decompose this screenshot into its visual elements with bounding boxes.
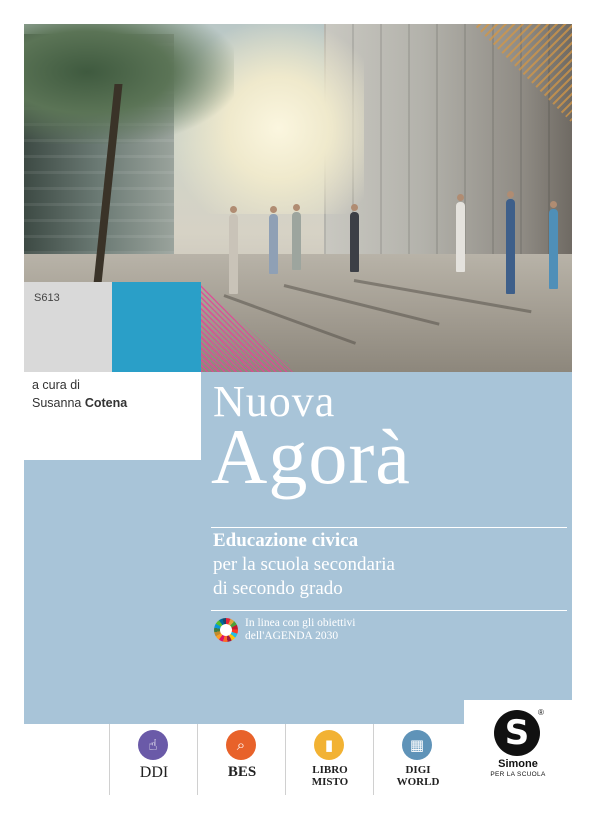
subtitle-line-2: per la scuola secondaria — [213, 554, 395, 575]
photo-pedestrian — [269, 214, 278, 274]
photo-pedestrian — [456, 202, 465, 272]
sdg-wheel-icon — [214, 618, 238, 642]
publisher-name: Simone — [498, 758, 538, 770]
badge-label-line-2: MISTO — [311, 776, 349, 788]
title-panel-left — [24, 460, 201, 724]
badge-digi-world — [373, 724, 462, 795]
publisher-logo — [464, 700, 572, 795]
photo-pedestrian — [506, 199, 515, 294]
badge-label: BES — [227, 764, 257, 780]
agenda-line-2: dell'AGENDA 2030 — [245, 630, 339, 642]
photo-pedestrian — [229, 214, 238, 294]
badge-strip — [24, 724, 464, 795]
agenda-line-1: In linea con gli obiettivi — [245, 617, 356, 629]
blue-color-block — [112, 282, 201, 372]
badge-ddi — [109, 724, 198, 795]
badge-label-line-1: DIGI — [405, 764, 431, 776]
product-code: S613 — [34, 292, 60, 304]
registered-mark: ® — [538, 708, 544, 717]
title-line-1: Nuova — [213, 377, 336, 426]
book-cover — [24, 24, 572, 795]
curator-last-name: Cotena — [84, 396, 128, 410]
divider — [211, 527, 567, 528]
code-block — [24, 282, 112, 372]
curator-name — [32, 396, 127, 410]
photo-pedestrian — [350, 212, 359, 272]
curator-label: a cura di — [32, 378, 80, 392]
curator-block — [24, 372, 201, 460]
book-icon: ▮ — [314, 730, 344, 760]
magnifier-icon: ⌕ — [226, 730, 256, 760]
publisher-tagline: PER LA SCUOLA — [490, 771, 546, 778]
subtitle-line-3: di secondo grado — [213, 578, 343, 599]
badge-bes — [197, 724, 286, 795]
title-line-2: Agorà — [211, 413, 411, 500]
badge-label-line-1: LIBRO — [312, 764, 348, 776]
tablet-hand-icon: ☝ — [138, 730, 168, 760]
photo-tree — [24, 24, 234, 144]
badge-label: DDI — [139, 764, 169, 781]
badge-label-line-2: WORLD — [396, 776, 440, 788]
divider — [211, 610, 567, 611]
curator-first-name: Susanna — [32, 396, 82, 410]
qr-code-icon: ▦ — [402, 730, 432, 760]
photo-pedestrian — [549, 209, 558, 289]
photo-pedestrian — [292, 212, 301, 270]
badge-libro-misto — [285, 724, 374, 795]
simone-logo-icon: S — [494, 710, 540, 756]
subtitle-heading: Educazione civica — [213, 530, 359, 551]
